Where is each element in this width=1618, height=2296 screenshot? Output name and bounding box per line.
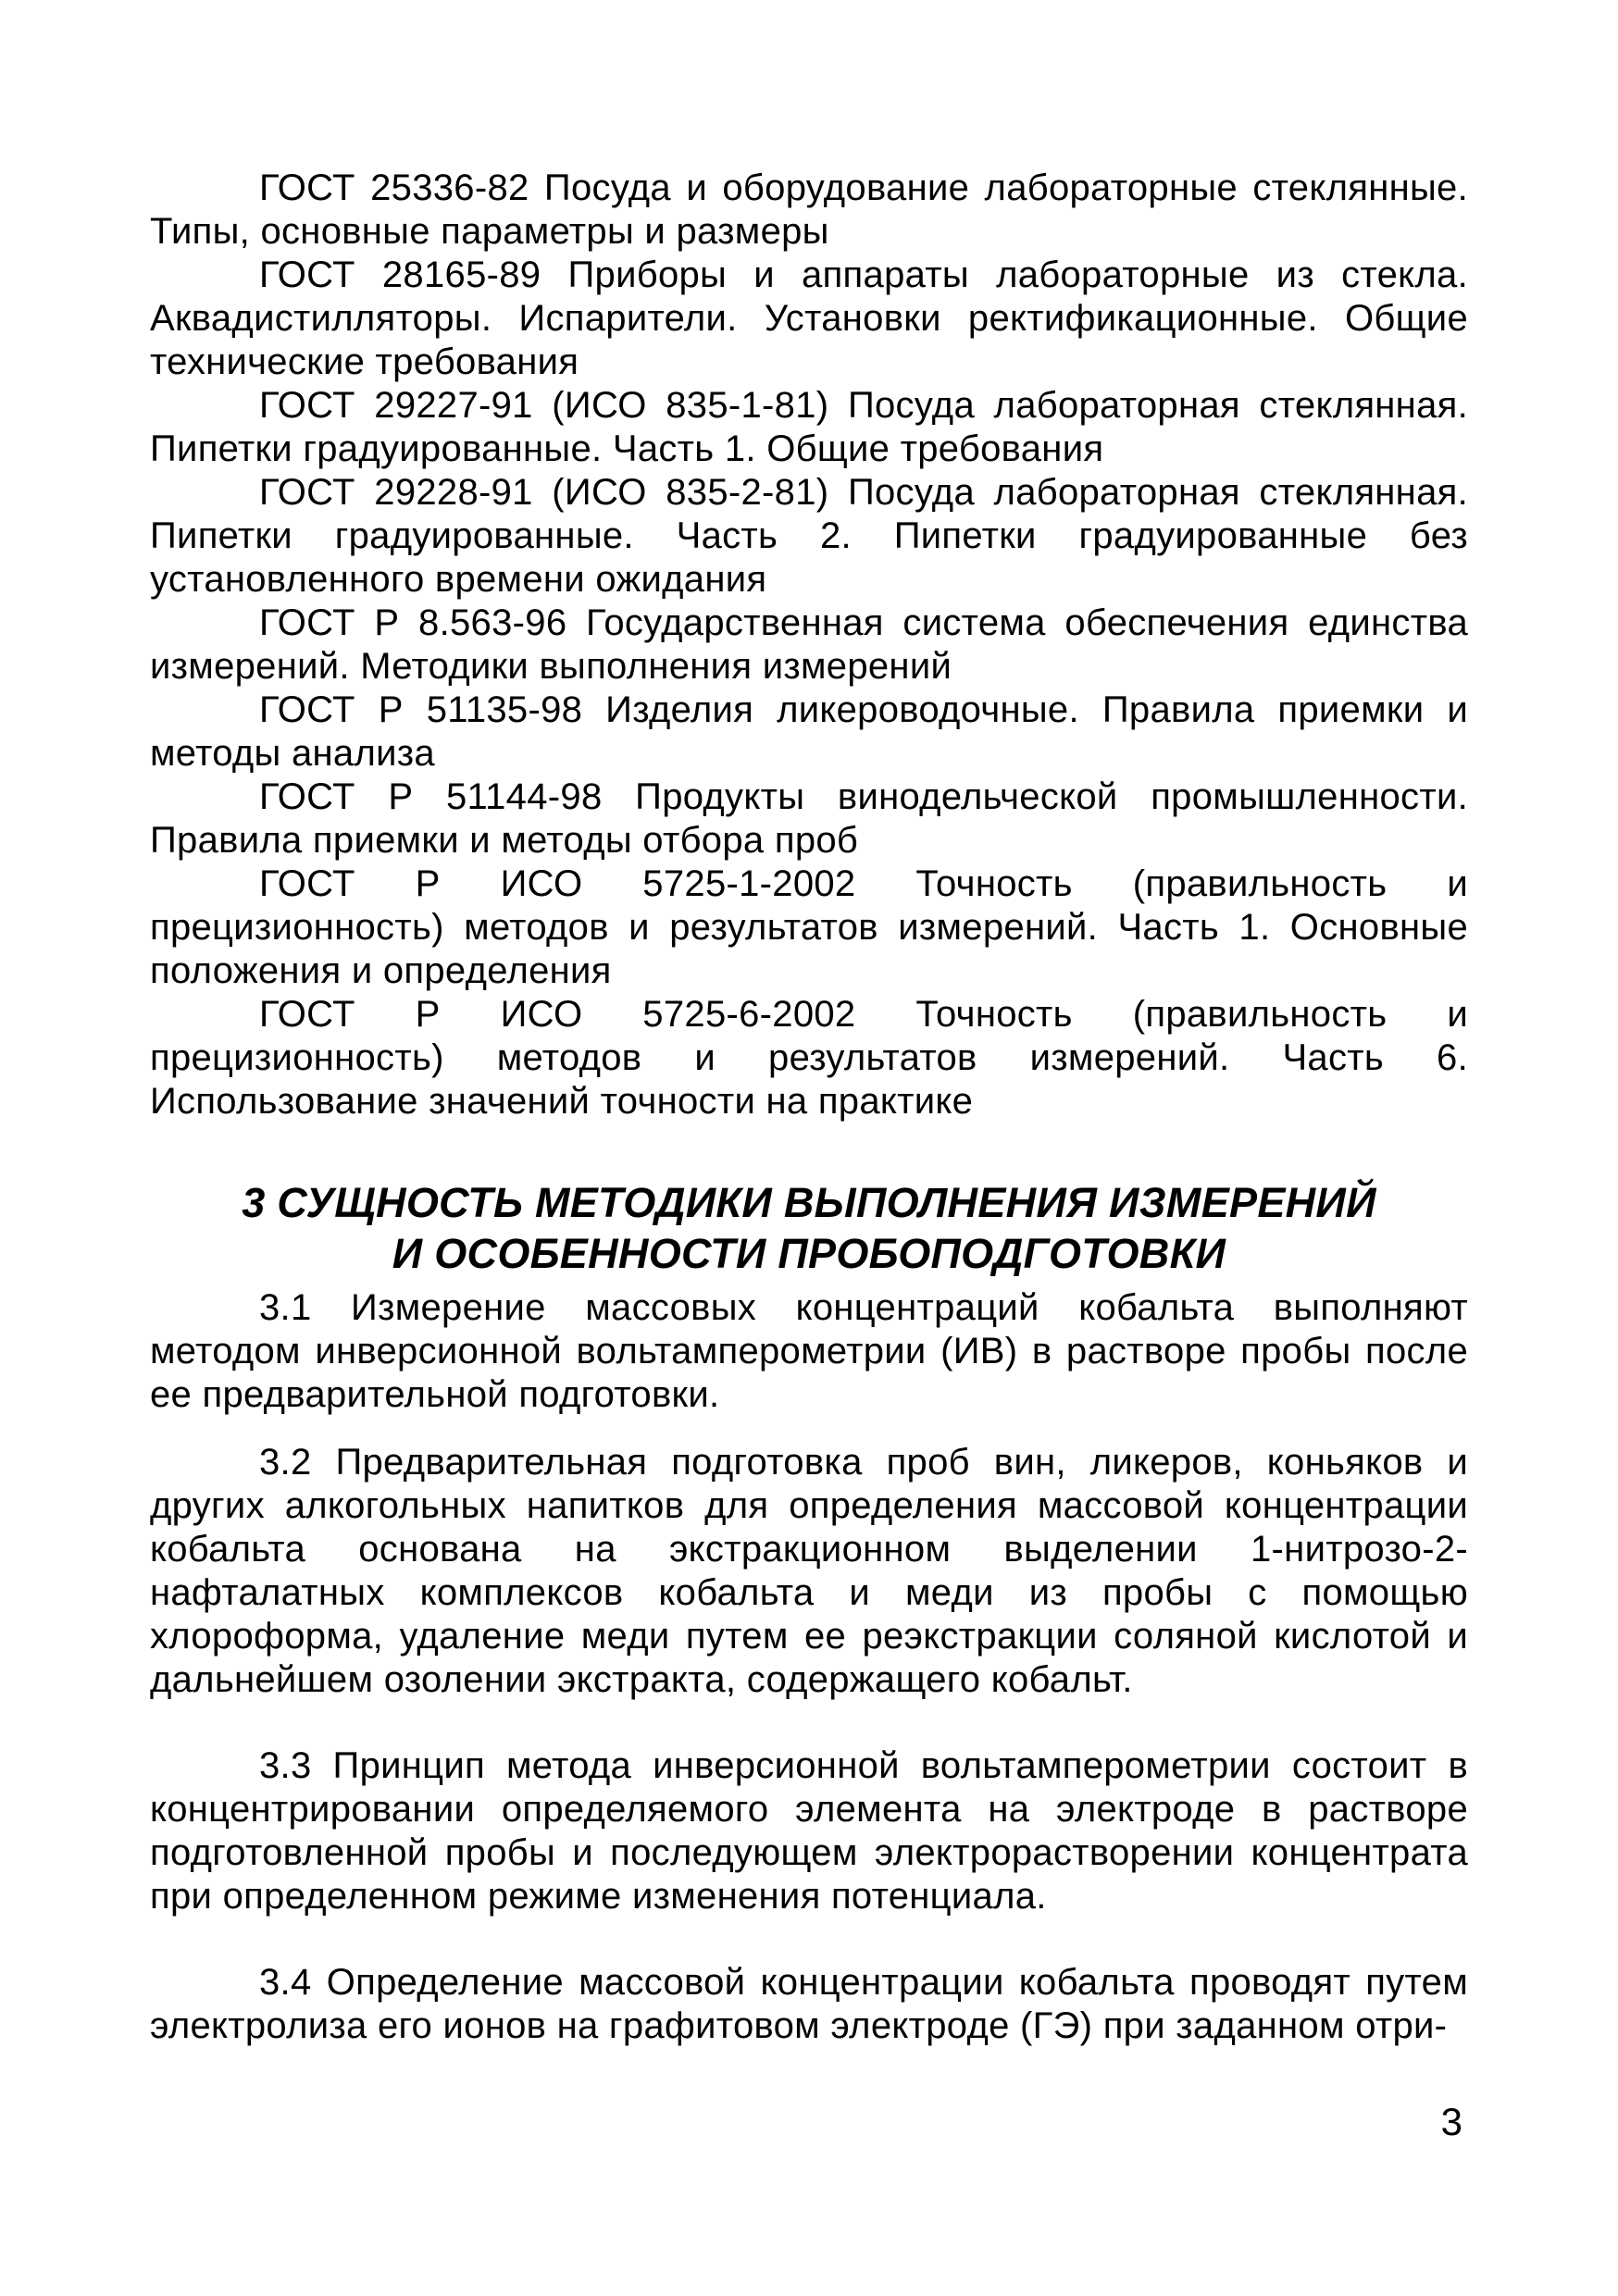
reference-gost-28165: ГОСТ 28165-89 Приборы и аппараты лабораторные из стекла. Аквадистилляторы. Испарители. Установки ректификационные. Общие технические требования [150, 254, 1468, 382]
reference-gost-r-iso-5725-6: ГОСТ Р ИСО 5725-6-2002 Точность (правильность и прецизионность) методов и результатов измерений. Часть 6. Использование значений точности на практике [150, 994, 1468, 1122]
reference-gost-25336: ГОСТ 25336-82 Посуда и оборудование лабораторные стеклянные. Типы, основные параметры и размеры [150, 168, 1468, 252]
reference-gost-r-8563: ГОСТ Р 8.563-96 Государственная система обеспечения единства измерений. Методики выполнения измерений [150, 602, 1468, 687]
paragraph-3-2: 3.2 Предварительная подготовка проб вин, ликеров, коньяков и других алкогольных напитков для определения массовой концентрации кобальта основана на экстракционном выделении 1-нитрозо-2-нафталатных комплексов кобальта и меди из пробы с помощью хлороформа, удаление меди путем ее реэкстракции соляной кислотой и дальнейшем озолении экстракта, содержащего кобальт. [150, 1442, 1468, 1700]
reference-gost-29228: ГОСТ 29228-91 (ИСО 835-2-81) Посуда лабораторная стеклянная. Пипетки градуированные. Часть 2. Пипетки градуированные без установленного времени ожидания [150, 472, 1468, 600]
page-content [150, 167, 1468, 2048]
section-heading-line-2: И ОСОБЕННОСТИ ПРОБОПОДГОТОВКИ [392, 1230, 1226, 1277]
paragraph-3-3: 3.3 Принцип метода инверсионной вольтамперометрии состоит в концентрировании определяемого элемента на электроде в растворе подготовленной пробы и последующем электрорастворении концентрата при определенном режиме изменения потенциала. [150, 1745, 1468, 1917]
normative-references-list [150, 167, 1468, 1123]
paragraph-3-4: 3.4 Определение массовой концентрации кобальта проводят путем электролиза его ионов на графитовом электроде (ГЭ) при заданном отри- [150, 1962, 1468, 2046]
reference-gost-29227: ГОСТ 29227-91 (ИСО 835-1-81) Посуда лабораторная стеклянная. Пипетки градуированные. Часть 1. Общие требования [150, 385, 1468, 469]
page-number: 3 [1440, 2100, 1462, 2143]
reference-gost-r-51144: ГОСТ Р 51144-98 Продукты винодельческой промышленности. Правила приемки и методы отбора проб [150, 776, 1468, 861]
reference-gost-r-iso-5725-1: ГОСТ Р ИСО 5725-1-2002 Точность (правильность и прецизионность) методов и результатов измерений. Часть 1. Основные положения и определения [150, 863, 1468, 991]
paragraph-3-1: 3.1 Измерение массовых концентраций кобальта выполняют методом инверсионной вольтамперометрии (ИВ) в растворе пробы после ее предварительной подготовки. [150, 1287, 1468, 1415]
section-3-heading [150, 1177, 1468, 1279]
reference-gost-r-51135: ГОСТ Р 51135-98 Изделия ликероводочные. Правила приемки и методы анализа [150, 689, 1468, 774]
section-heading-line-1: 3 СУЩНОСТЬ МЕТОДИКИ ВЫПОЛНЕНИЯ ИЗМЕРЕНИЙ [242, 1179, 1376, 1226]
